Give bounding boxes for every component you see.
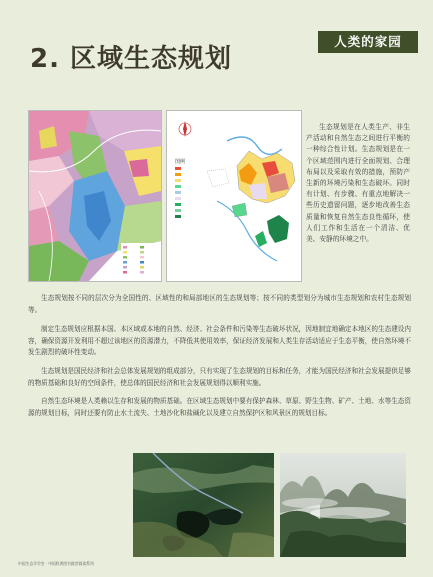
- mountain-photo-graphic: [280, 453, 406, 557]
- map-legend-title: 图例: [175, 159, 186, 165]
- satellite-photo-graphic: [133, 453, 274, 557]
- land-use-map-graphic: [29, 111, 161, 281]
- land-use-map: [28, 110, 162, 282]
- section-badge: 人类的家园: [318, 31, 418, 53]
- page-title: 2. 区域生态规划: [30, 44, 233, 74]
- body-paragraph-1: 生态规划按不同的层次分为全国性的、区域性的和局部地区的生态规划等；按不同的类型划分为城市生态规划和农村生态规划等。: [28, 294, 411, 314]
- satellite-photo: [133, 453, 274, 557]
- mountain-photo: [280, 453, 406, 557]
- intro-paragraph: 生态规划是在人类生产、非生产活动和自然生态之间进行平衡的一种综合性计划。生态规划是在一个区域范围内进行全面规划、合理布局以及采取有效的措施，预防产生新的环境污染和生态破坏。同时有计划、有步骤、有重点地解决一些历史遗留问题，逐步地改善生态质量和恢复自然生态良性循环，使人们工作和生活在一个清洁、优美、安静的环境之中。: [306, 123, 410, 244]
- eco-zoning-map-graphic: [167, 111, 301, 281]
- footer-credit: 中国生态学学会 · 中国科普图书推荐阅读系列: [18, 561, 94, 566]
- body-paragraph-4: 自然生态环境是人类赖以生存和发展的物质基础。在区域生态规划中要有保护森林、草原、野生生物、矿产、土地、水等生态资源的规划目标，同时还要有防止水土流失、土地沙化和盐碱化以及建立自然保护区和风景区的规划目标。: [28, 397, 411, 417]
- body-paragraph-3: 生态规划是国民经济和社会总体发展规划的组成部分，只有实现了生态规划的目标和任务，才能为国民经济和社会发展提供足够的物质基础和良好的空间条件，使总体的国民经济和社会发展规划得以顺利实施。: [28, 367, 411, 387]
- eco-zoning-map: [166, 110, 302, 282]
- body-paragraph-2: 制定生态规划应根据本国、本区域或本地的自然、经济、社会条件和污染等生态破坏状况，因地制宜地确定本地区的生态建设内容，确保资源开发利用不超过该地区的资源潜力，不降低其使用效率，保证经济发展和人类生存活动适应于生态平衡，使自然环境不发生剧烈的破坏性变动。: [28, 325, 411, 356]
